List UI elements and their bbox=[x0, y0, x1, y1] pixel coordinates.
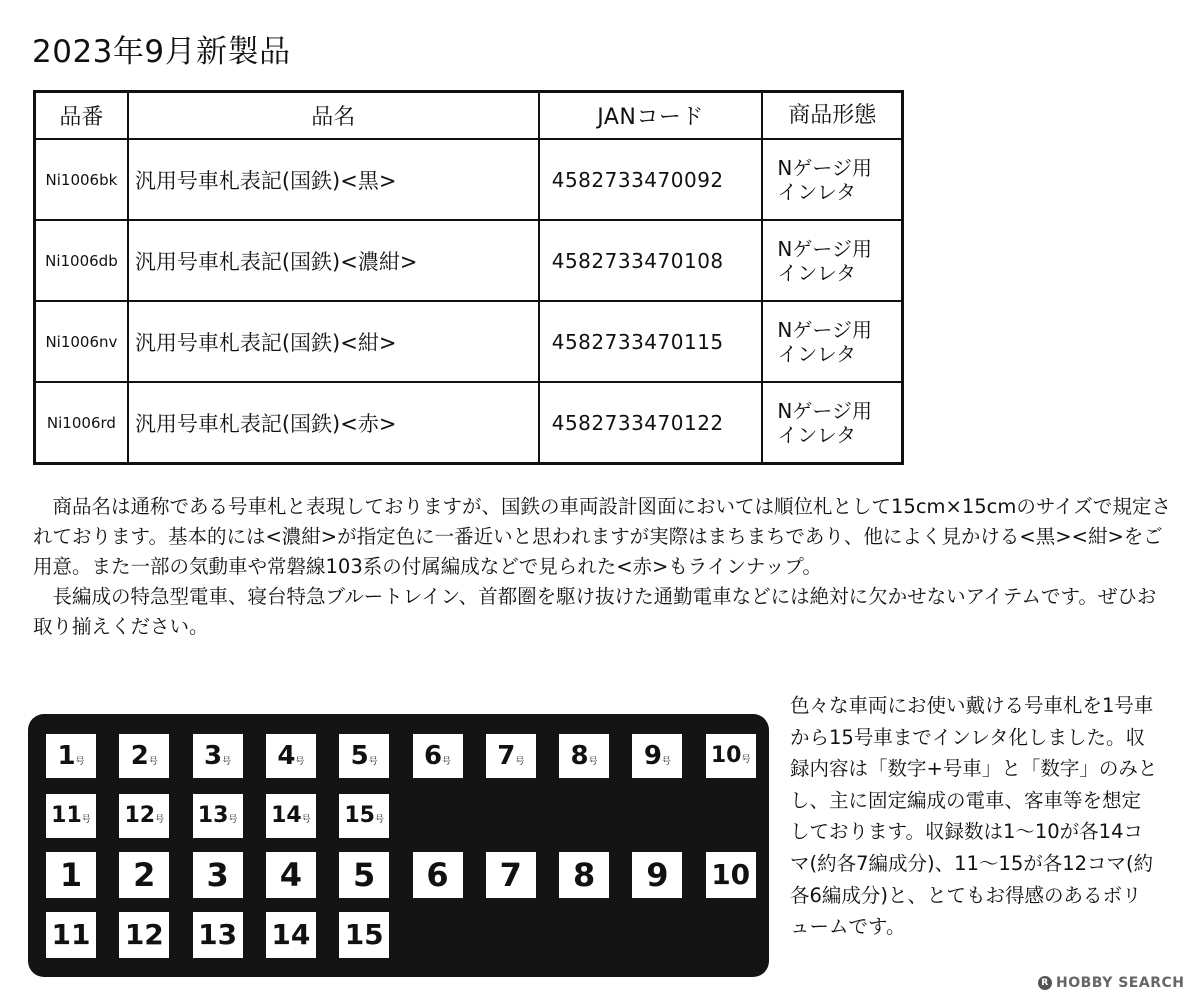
decal-tile-row1-10 bbox=[706, 734, 756, 778]
header-form: 商品形態 bbox=[762, 92, 902, 140]
row-code: Ni1006rd bbox=[35, 382, 128, 464]
decal-tile-row1-7 bbox=[486, 734, 536, 778]
row-jan: 4582733470122 bbox=[539, 382, 763, 464]
decal-tile-row4-5 bbox=[339, 912, 389, 958]
decal-tile-row4-1 bbox=[46, 912, 96, 958]
description-paragraph-2: 長編成の特急型電車、寝台特急ブルートレイン、首都圏を駆け抜けた通勤電車などには絶対に欠かせないアイテムです。ぜひお取り揃えください。 bbox=[33, 585, 1157, 638]
decal-suffix: 号 bbox=[515, 757, 525, 767]
row-name: 汎用号車札表記(国鉄)<濃紺> bbox=[128, 220, 539, 301]
table-row bbox=[35, 220, 903, 301]
decal-suffix: 号 bbox=[228, 815, 238, 825]
row-form bbox=[762, 301, 902, 382]
decal-suffix: 号 bbox=[741, 755, 751, 765]
decal-number: 6 bbox=[423, 741, 443, 771]
table-row bbox=[35, 139, 903, 220]
row-code: Ni1006db bbox=[35, 220, 128, 301]
decal-suffix: 号 bbox=[301, 815, 311, 825]
decal-number: 6 bbox=[426, 856, 449, 894]
decal-tile-row1-6 bbox=[413, 734, 463, 778]
decal-suffix: 号 bbox=[81, 815, 91, 825]
decal-suffix: 号 bbox=[222, 757, 232, 767]
decal-number: 15 bbox=[344, 918, 384, 951]
row-code: Ni1006bk bbox=[35, 139, 128, 220]
decal-number: 9 bbox=[643, 741, 662, 771]
decal-suffix: 号 bbox=[295, 757, 305, 767]
row-form bbox=[762, 382, 902, 464]
decal-number: 1 bbox=[57, 741, 76, 771]
row-jan: 4582733470115 bbox=[539, 301, 763, 382]
decal-tile-row3-4 bbox=[266, 852, 316, 898]
decal-tile-row3-10 bbox=[706, 852, 756, 898]
decal-suffix: 号 bbox=[661, 757, 671, 767]
decal-tile-row2-5 bbox=[339, 794, 389, 838]
row-form-line1: Nゲージ用 bbox=[777, 398, 872, 423]
decal-suffix: 号 bbox=[588, 757, 598, 767]
description bbox=[33, 492, 1173, 642]
decal-number: 4 bbox=[277, 741, 296, 771]
decal-tile-row1-5 bbox=[339, 734, 389, 778]
decal-tile-row2-4 bbox=[266, 794, 316, 838]
row-name: 汎用号車札表記(国鉄)<赤> bbox=[128, 382, 539, 464]
row-name: 汎用号車札表記(国鉄)<黒> bbox=[128, 139, 539, 220]
table-row bbox=[35, 301, 903, 382]
row-form-line2: インレタ bbox=[777, 341, 857, 366]
decal-number: 3 bbox=[204, 741, 223, 771]
decal-number: 7 bbox=[497, 741, 516, 771]
decal-tile-row3-7 bbox=[486, 852, 536, 898]
decal-tile-row3-5 bbox=[339, 852, 389, 898]
row-name: 汎用号車札表記(国鉄)<紺> bbox=[128, 301, 539, 382]
row-form-line1: Nゲージ用 bbox=[777, 236, 872, 261]
decal-number: 11 bbox=[51, 803, 82, 828]
decal-tile-row1-1 bbox=[46, 734, 96, 778]
row-jan: 4582733470108 bbox=[539, 220, 763, 301]
page-title: 2023年9月新製品 bbox=[32, 34, 291, 70]
decal-number: 10 bbox=[710, 743, 742, 768]
decal-tile-row4-2 bbox=[119, 912, 169, 958]
decal-number: 8 bbox=[570, 741, 589, 771]
decal-number: 3 bbox=[206, 856, 229, 894]
table-row bbox=[35, 382, 903, 464]
product-detail-text: 色々な車両にお使い戴ける号車札を1号車から15号車までインレタ化しました。収録内容は「数字+号車」と「数字」のみとし、主に固定編成の電車、客車等を想定しております。収録数は1〜10が各14コマ(約各7編成分)、11〜15が各12コマ(約各6編成分)と、とてもお得感のあるボリュームです。 bbox=[790, 694, 1158, 939]
decal-tile-row1-9 bbox=[632, 734, 682, 778]
decal-tile-row4-4 bbox=[266, 912, 316, 958]
decal-number: 8 bbox=[572, 856, 596, 894]
decal-tile-row1-2 bbox=[119, 734, 169, 778]
table-header-row bbox=[35, 92, 903, 140]
decal-number: 12 bbox=[124, 918, 164, 951]
decal-suffix: 号 bbox=[148, 757, 158, 767]
decal-number: 5 bbox=[353, 856, 376, 894]
decal-tile-row3-6 bbox=[413, 852, 463, 898]
decal-suffix: 号 bbox=[442, 757, 452, 767]
decal-sample-panel bbox=[28, 714, 769, 977]
decal-number: 14 bbox=[271, 918, 311, 951]
header-name: 品名 bbox=[128, 92, 539, 140]
row-jan: 4582733470092 bbox=[539, 139, 763, 220]
row-form-line1: Nゲージ用 bbox=[777, 155, 872, 180]
watermark bbox=[1038, 975, 1184, 991]
decal-number: 2 bbox=[130, 741, 149, 771]
decal-tile-row1-8 bbox=[559, 734, 609, 778]
row-code: Ni1006nv bbox=[35, 301, 128, 382]
decal-number: 1 bbox=[59, 856, 83, 894]
row-form-line2: インレタ bbox=[777, 260, 857, 285]
decal-suffix: 号 bbox=[374, 815, 384, 825]
decal-number: 9 bbox=[646, 856, 669, 894]
decal-number: 14 bbox=[271, 803, 302, 828]
decal-tile-row1-4 bbox=[266, 734, 316, 778]
row-form bbox=[762, 139, 902, 220]
description-paragraph-1: 商品名は通称である号車札と表現しておりますが、国鉄の車両設計図面においては順位札として15cm×15cmのサイズで規定されております。基本的には<濃紺>が指定色に一番近いと思われますが実際はまちまちであり、他によく見かける<黒><紺>をご用意。また一部の気動車や常磐線103系の付属編成などで見られた<赤>もラインナップ。 bbox=[33, 495, 1171, 578]
decal-tile-row3-8 bbox=[559, 852, 609, 898]
decal-number: 11 bbox=[51, 918, 91, 951]
decal-number: 13 bbox=[197, 803, 229, 828]
decal-number: 10 bbox=[711, 858, 751, 891]
decal-number: 7 bbox=[499, 856, 522, 894]
product-table bbox=[33, 90, 904, 465]
decal-tile-row1-3 bbox=[193, 734, 243, 778]
decal-tile-row2-3 bbox=[193, 794, 243, 838]
decal-tile-row2-1 bbox=[46, 794, 96, 838]
row-form-line1: Nゲージ用 bbox=[777, 317, 872, 342]
decal-suffix: 号 bbox=[155, 815, 165, 825]
decal-tile-row3-2 bbox=[119, 852, 169, 898]
decal-number: 13 bbox=[198, 918, 238, 951]
decal-tile-row2-2 bbox=[119, 794, 169, 838]
row-form-line2: インレタ bbox=[777, 179, 857, 204]
decal-tile-row3-9 bbox=[632, 852, 682, 898]
decal-number: 2 bbox=[133, 856, 156, 894]
watermark-text: HOBBY SEARCH bbox=[1056, 975, 1185, 991]
decal-number: 15 bbox=[344, 803, 375, 828]
decal-tile-row3-1 bbox=[46, 852, 96, 898]
decal-suffix: 号 bbox=[75, 757, 85, 767]
header-code: 品番 bbox=[35, 92, 128, 140]
decal-tile-row4-3 bbox=[193, 912, 243, 958]
watermark-logo-icon: R bbox=[1038, 976, 1052, 990]
row-form-line2: インレタ bbox=[777, 422, 857, 447]
decal-number: 12 bbox=[124, 803, 156, 828]
decal-tile-row3-3 bbox=[193, 852, 243, 898]
header-jan: JANコード bbox=[539, 92, 763, 140]
decal-number: 4 bbox=[279, 856, 303, 894]
row-form bbox=[762, 220, 902, 301]
decal-suffix: 号 bbox=[368, 757, 378, 767]
decal-number: 5 bbox=[350, 741, 369, 771]
